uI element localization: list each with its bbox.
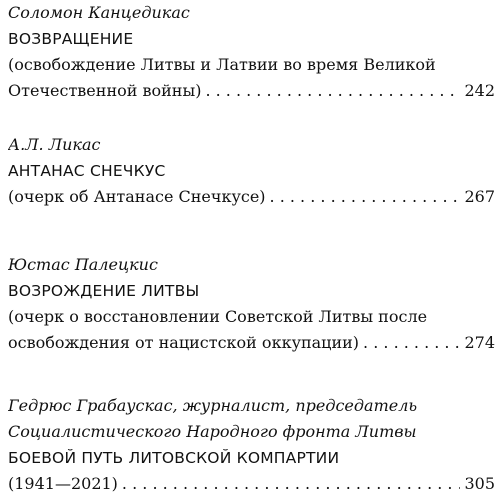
entry-description-end: (очерк об Антанасе Снечкусе) [8,187,266,206]
toc-entry [8,252,495,356]
entry-description: (освобождение Литвы и Латвии во время Великой [8,55,436,74]
entry-author-affiliation: Социалистического Народного фронта Литвы [8,422,417,441]
entry-description: (очерк о восстановлении Советской Литвы после [8,307,428,326]
toc-entry [8,0,495,104]
entry-leader-line [8,184,495,210]
dot-leader [122,471,461,497]
entry-author: Соломон Канцедикас [8,3,190,22]
dot-leader [205,78,460,104]
dot-leader [363,330,460,356]
entry-title: ВОЗРОЖДЕНИЕ ЛИТВЫ [8,282,200,300]
entry-page-number: 242 [464,81,495,100]
entry-description-end: освобождения от нацистской оккупации) [8,333,360,352]
entry-description-end: Отечественной войны) [8,81,202,100]
toc-entry [8,132,495,210]
entry-author: Гедрюс Грабаускас, журналист, председатель [8,396,418,415]
entry-description-end: (1941—2021) [8,474,118,493]
dot-leader [270,184,461,210]
entry-author: Юстас Палецкис [8,255,158,274]
entry-leader-line [8,330,495,356]
entry-title: АНТАНАС СНЕЧКУС [8,162,166,180]
entry-title: ВОЗВРАЩЕНИЕ [8,30,134,48]
toc-entry [8,393,495,497]
entry-author: А.Л. Ликас [8,135,101,154]
entry-page-number: 274 [464,333,495,352]
entry-page-number: 267 [464,187,495,206]
entry-leader-line [8,471,495,497]
entry-title: БОЕВОЙ ПУТЬ ЛИТОВСКОЙ КОМПАРТИИ [8,449,340,467]
entry-page-number: 305 [464,474,495,493]
entry-leader-line [8,78,495,104]
